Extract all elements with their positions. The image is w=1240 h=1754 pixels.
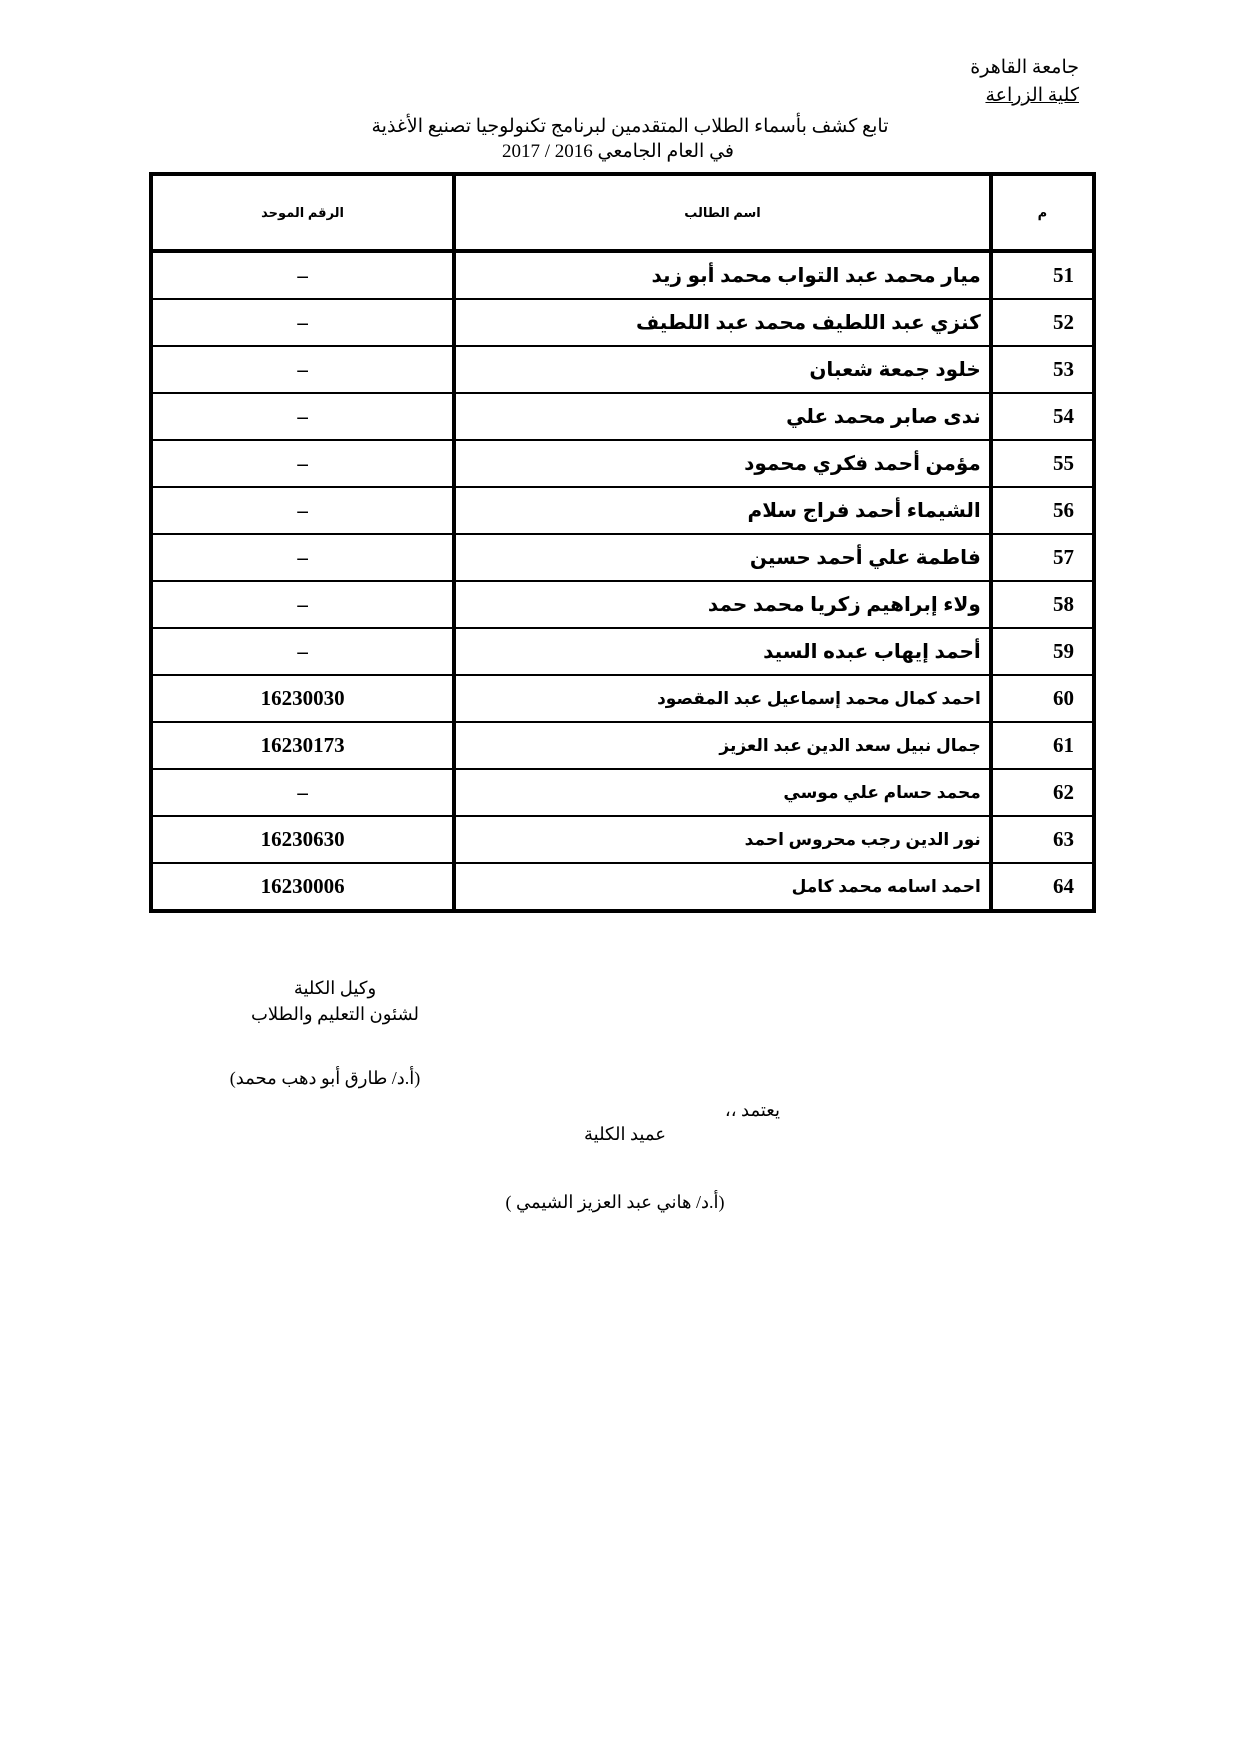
- row-unified-code: –: [151, 251, 454, 299]
- sheet-title: تابع كشف بأسماء الطلاب المتقدمين لبرنامج تكنولوجيا تصنيع الأغذية: [371, 116, 889, 137]
- header-unified-code: الرقم الموحد: [151, 174, 454, 251]
- row-serial: 58: [991, 581, 1094, 628]
- row-serial: 62: [991, 769, 1094, 816]
- table-row: [151, 816, 1094, 863]
- table-row: [151, 534, 1094, 581]
- table-row: [151, 299, 1094, 346]
- row-student-name: كنزي عبد اللطيف محمد عبد اللطيف: [454, 299, 991, 346]
- row-serial: 55: [991, 440, 1094, 487]
- row-serial: 60: [991, 675, 1094, 722]
- row-serial: 57: [991, 534, 1094, 581]
- row-student-name: جمال نبيل سعد الدين عبد العزيز: [454, 722, 991, 769]
- dean-name: (أ.د/ هاني عبد العزيز الشيمي ): [505, 1192, 725, 1212]
- table-row: [151, 863, 1094, 911]
- row-student-name: محمد حسام علي موسي: [454, 769, 991, 816]
- row-serial: 54: [991, 393, 1094, 440]
- row-unified-code: –: [151, 299, 454, 346]
- row-unified-code: –: [151, 440, 454, 487]
- row-unified-code: –: [151, 628, 454, 675]
- vice-dean-name: (أ.د/ طارق أبو دهب محمد): [229, 1068, 421, 1088]
- row-student-name: ولاء إبراهيم زكريا محمد حمد: [454, 581, 991, 628]
- row-student-name: فاطمة علي أحمد حسين: [454, 534, 991, 581]
- table-row: [151, 346, 1094, 393]
- table-row: [151, 675, 1094, 722]
- row-unified-code: –: [151, 393, 454, 440]
- vice-dean-affairs: لشئون التعليم والطلاب: [250, 1004, 420, 1024]
- row-serial: 59: [991, 628, 1094, 675]
- row-unified-code: 16230173: [151, 722, 454, 769]
- row-serial: 52: [991, 299, 1094, 346]
- row-serial: 53: [991, 346, 1094, 393]
- row-student-name: ميار محمد عبد التواب محمد أبو زيد: [454, 251, 991, 299]
- table-body: [151, 251, 1094, 911]
- row-student-name: احمد اسامه محمد كامل: [454, 863, 991, 911]
- table-row: [151, 251, 1094, 299]
- row-serial: 56: [991, 487, 1094, 534]
- row-serial: 64: [991, 863, 1094, 911]
- row-student-name: ندى صابر محمد علي: [454, 393, 991, 440]
- table-row: [151, 581, 1094, 628]
- row-unified-code: –: [151, 534, 454, 581]
- table-row: [151, 769, 1094, 816]
- table-row: [151, 440, 1094, 487]
- row-serial: 51: [991, 251, 1094, 299]
- table-row: [151, 487, 1094, 534]
- row-student-name: خلود جمعة شعبان: [454, 346, 991, 393]
- row-serial: 63: [991, 816, 1094, 863]
- row-unified-code: 16230630: [151, 816, 454, 863]
- row-student-name: الشيماء أحمد فراج سلام: [454, 487, 991, 534]
- row-unified-code: 16230030: [151, 675, 454, 722]
- table-row: [151, 628, 1094, 675]
- table-row: [151, 722, 1094, 769]
- faculty-name: كلية الزراعة: [985, 85, 1079, 106]
- row-student-name: نور الدين رجب محروس احمد: [454, 816, 991, 863]
- row-student-name: احمد كمال محمد إسماعيل عبد المقصود: [454, 675, 991, 722]
- academic-year: في العام الجامعي 2016 / 2017: [501, 141, 735, 162]
- row-student-name: مؤمن أحمد فكري محمود: [454, 440, 991, 487]
- row-unified-code: –: [151, 346, 454, 393]
- university-name: جامعة القاهرة: [970, 57, 1079, 78]
- header-student-name: اسم الطالب: [454, 174, 991, 251]
- dean-title: عميد الكلية: [584, 1124, 666, 1144]
- table-row: [151, 393, 1094, 440]
- header-serial: م: [991, 174, 1094, 251]
- row-unified-code: 16230006: [151, 863, 454, 911]
- students-table: [149, 172, 1096, 913]
- row-student-name: أحمد إيهاب عبده السيد: [454, 628, 991, 675]
- table-header: [151, 174, 1094, 251]
- row-unified-code: –: [151, 769, 454, 816]
- vice-dean-title: وكيل الكلية: [293, 978, 377, 998]
- row-serial: 61: [991, 722, 1094, 769]
- row-unified-code: –: [151, 581, 454, 628]
- approved-label: يعتمد ،،: [724, 1100, 780, 1120]
- row-unified-code: –: [151, 487, 454, 534]
